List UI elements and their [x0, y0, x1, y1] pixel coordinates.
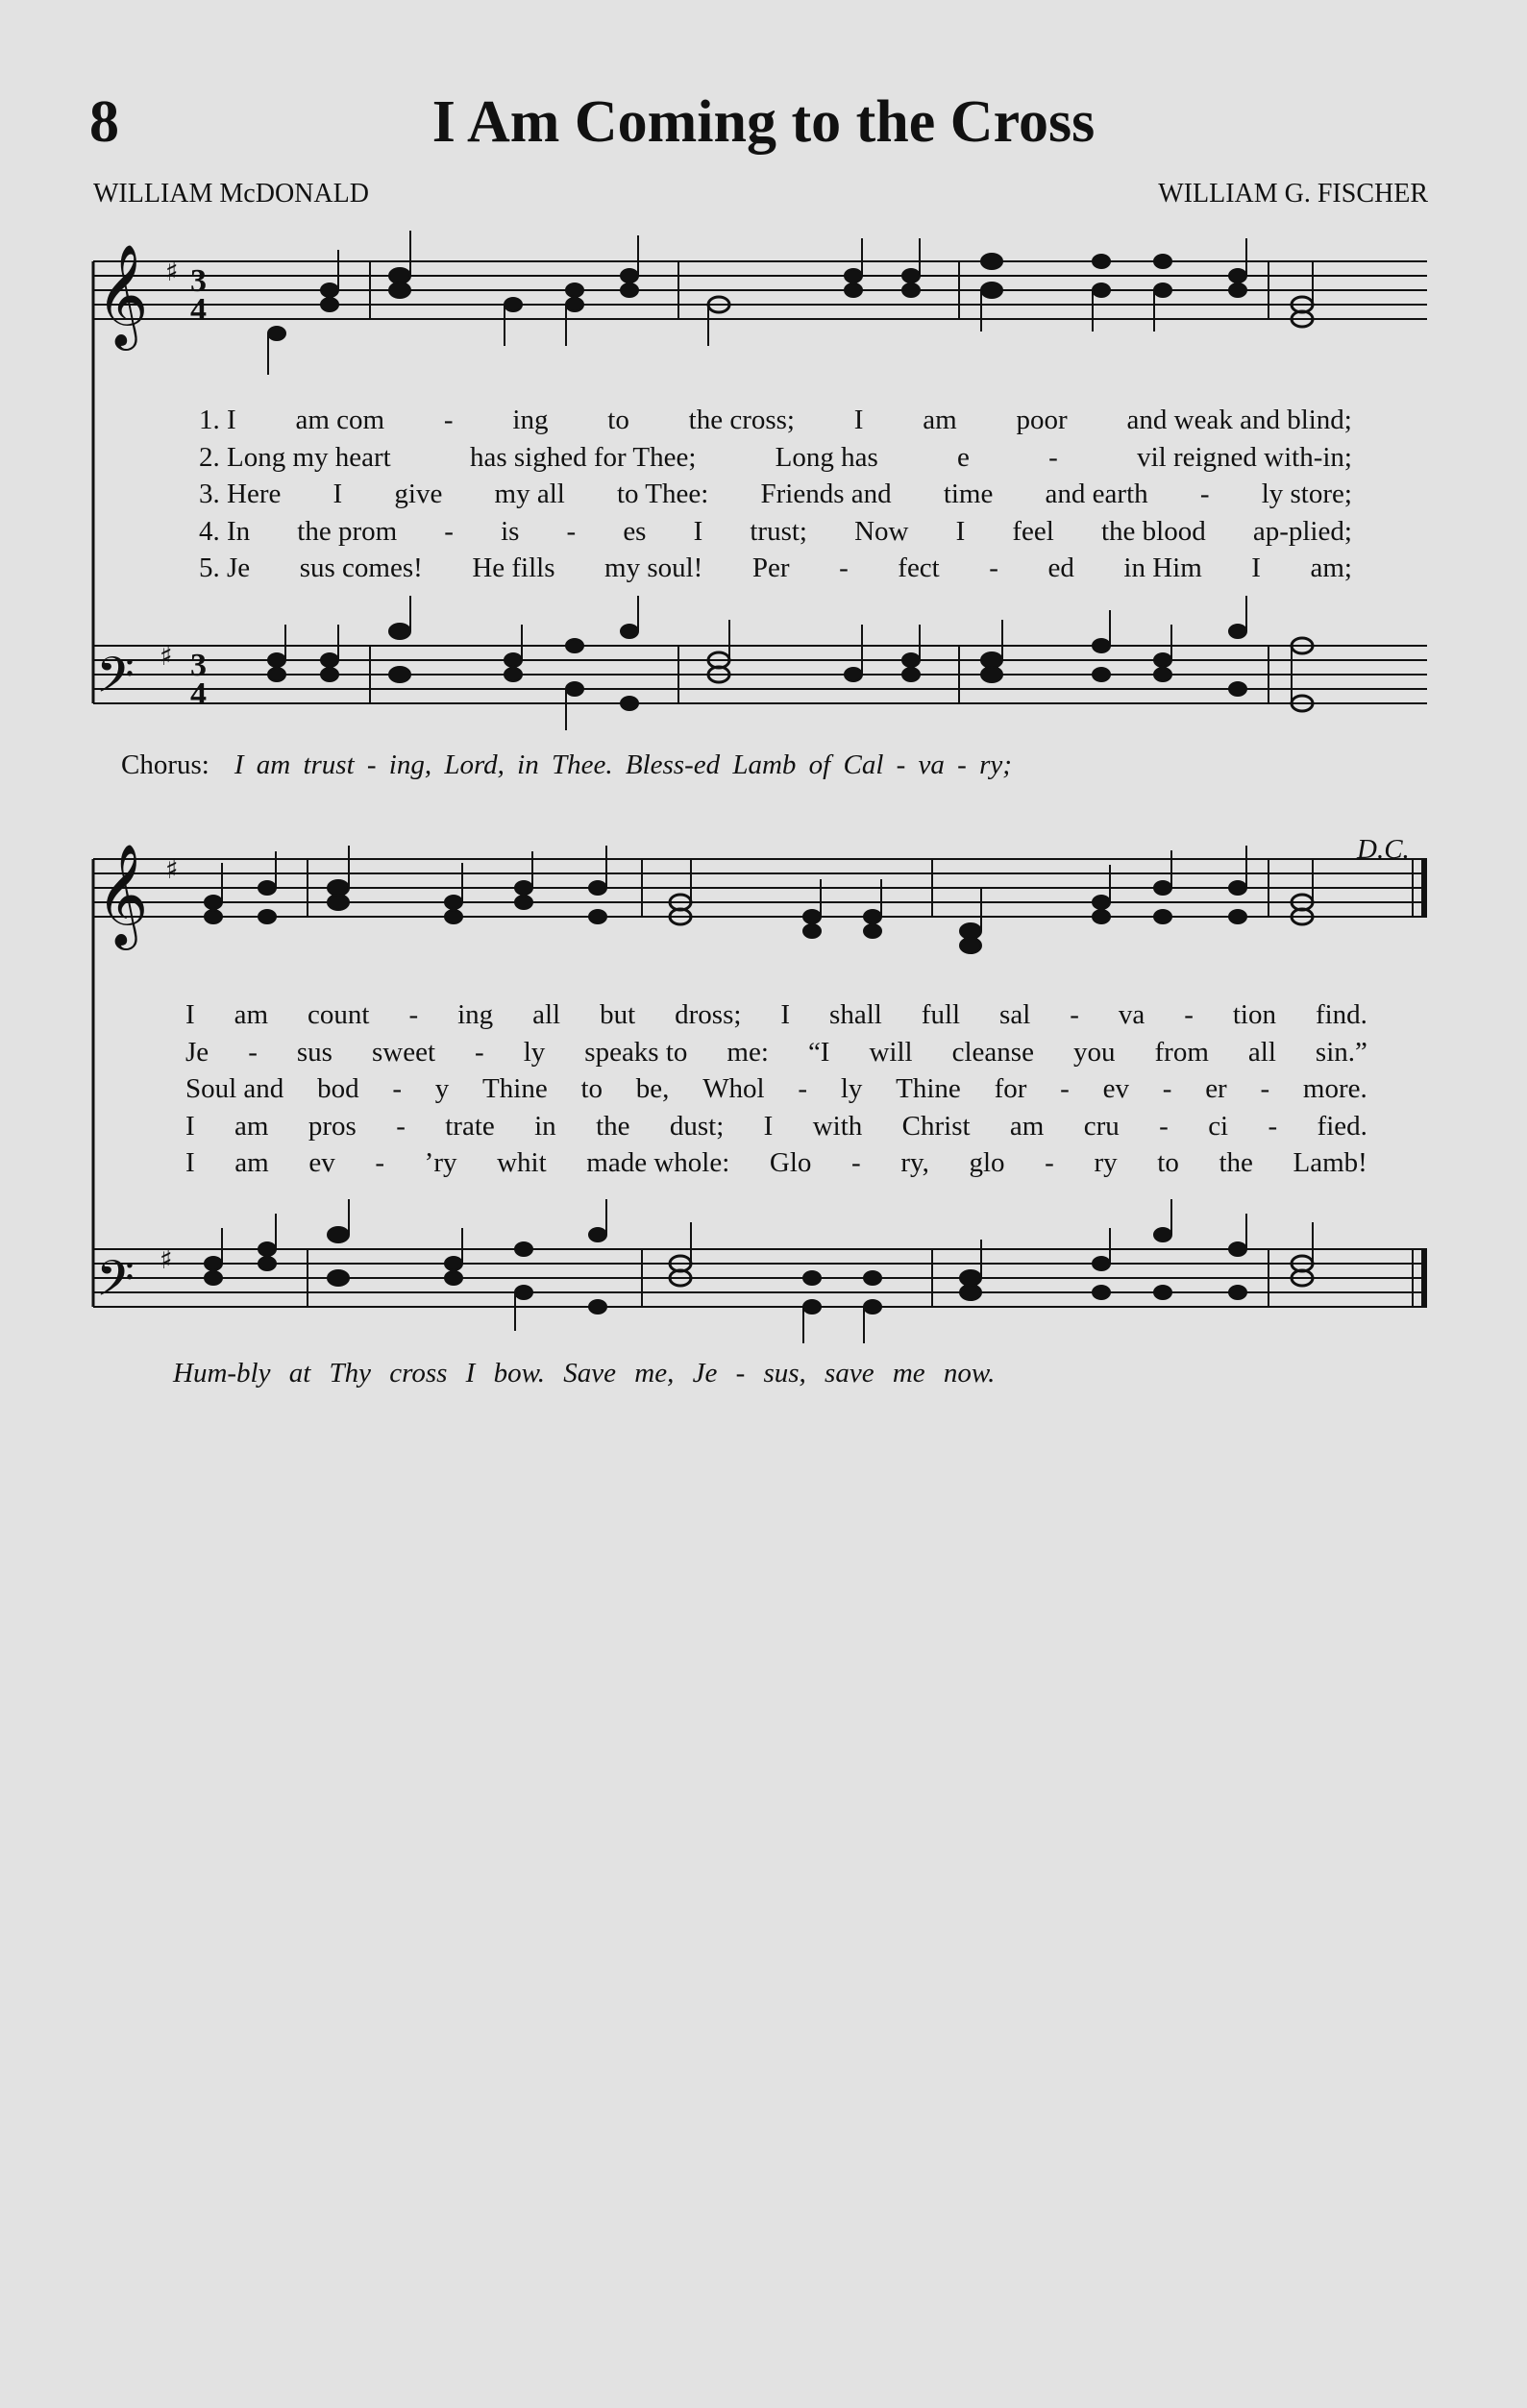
lyric-syllable: ry [1094, 1147, 1118, 1178]
lyric-syllable: ci [1208, 1110, 1229, 1142]
lyric-syllable: vil reigned with-in; [1137, 441, 1352, 473]
lyric-syllable: am [234, 1110, 269, 1142]
lyric-syllable: speaks to [584, 1036, 688, 1068]
lyric-syllable: 2. Long my heart [199, 441, 391, 473]
treble-staff-1 [93, 261, 1427, 319]
lyric-syllable: - [989, 553, 998, 583]
lyric-syllable: - [1159, 1110, 1169, 1142]
lyric-syllable: the blood [1100, 515, 1206, 547]
chorus-final-line: Hum-bly at Thy cross I bow. Save me, Je - sus, save me now. [173, 1358, 996, 1388]
lyric-syllable: ’ry [424, 1147, 457, 1178]
lyric-syllable: - [396, 1110, 406, 1142]
hymn-title: I Am Coming to the Cross [431, 89, 1096, 155]
verse-2-line-1 [199, 439, 1352, 477]
lyric-syllable: all [1247, 1036, 1276, 1068]
chorus-line [121, 749, 1012, 781]
lyric-syllable: Je [185, 1036, 209, 1068]
lyric-syllable: in Him [1123, 553, 1202, 583]
lyric-syllable: whit [497, 1147, 547, 1178]
lyric-syllable: I [332, 479, 343, 509]
lyric-syllable: er [1205, 1073, 1227, 1104]
lyric-syllable: I [185, 1110, 195, 1142]
lyric-syllable: my soul! [604, 553, 703, 583]
lyric-syllable: Soul and [185, 1073, 284, 1104]
lyric-syllable: - [408, 999, 419, 1030]
verse-4-line-2 [185, 1108, 1367, 1145]
lyric-syllable: - [798, 1073, 808, 1104]
lyric-syllable: ly [523, 1036, 546, 1068]
svg-text:♯: ♯ [165, 853, 179, 885]
lyric-syllable: time [943, 479, 994, 509]
lyric-syllable: “I [807, 1036, 830, 1068]
chorus-text: I am trust - ing, Lord, in Thee. Bless-ed Lamb of Cal - va - ry; [234, 749, 1012, 780]
lyric-syllable: to Thee: [617, 479, 709, 509]
lyric-syllable: 1. I [199, 405, 236, 435]
lyric-syllable: y [434, 1073, 450, 1104]
lyric-syllable: my all [494, 479, 565, 509]
words-author: WILLIAM McDONALD [93, 179, 369, 209]
lyric-syllable: in [534, 1110, 556, 1142]
lyric-syllable: sal [999, 999, 1031, 1030]
lyric-syllable: you [1072, 1036, 1116, 1068]
lyric-syllable: 5. Je [199, 553, 251, 583]
lyric-syllable: trate [445, 1110, 495, 1142]
lyric-syllable: - [1162, 1073, 1172, 1104]
treble-staff-2 [93, 859, 1427, 917]
lyric-syllable: the [596, 1110, 630, 1142]
svg-text:3: 3 [190, 648, 207, 683]
verse-5-line-2 [185, 1144, 1367, 1182]
lyric-syllable: glo [969, 1147, 1005, 1178]
svg-text:3: 3 [190, 263, 207, 299]
lyric-syllable: cleanse [951, 1036, 1034, 1068]
lyric-syllable: the cross; [688, 405, 795, 435]
verse-4-line-1 [199, 513, 1352, 551]
svg-text:4: 4 [190, 676, 207, 712]
lyric-syllable: ry, [900, 1147, 929, 1178]
lyric-syllable: Thine [896, 1073, 961, 1104]
chorus-label: Chorus: [121, 749, 209, 780]
lyric-syllable: Long has [775, 441, 878, 473]
lyric-syllable: I [1251, 553, 1261, 583]
lyric-syllable: me: [727, 1036, 769, 1068]
lyric-syllable: has sighed for Thee; [469, 441, 697, 473]
lyric-syllable: and earth [1045, 479, 1148, 509]
lyric-syllable: - [1048, 441, 1058, 473]
lyric-syllable: fect [898, 553, 940, 583]
lyric-syllable: pros [308, 1110, 357, 1142]
lyric-syllable: ev [308, 1147, 335, 1178]
lyric-syllable: I [955, 515, 966, 547]
lyric-syllable: Glo [769, 1147, 812, 1178]
lyric-syllable: - [443, 405, 454, 435]
lyric-syllable: Lamb! [1293, 1147, 1367, 1178]
lyric-syllable: sweet [371, 1036, 435, 1068]
lyric-syllable: I [185, 1147, 195, 1178]
svg-text:𝄢: 𝄢 [96, 646, 135, 716]
lyric-syllable: made whole: [586, 1147, 730, 1178]
lyric-syllable: va [1118, 999, 1145, 1030]
lyric-syllable: for [994, 1073, 1027, 1104]
lyric-syllable: 3. Here [199, 479, 282, 509]
verse-2-line-2 [185, 1034, 1367, 1071]
lyric-syllable: shall [829, 999, 882, 1030]
lyric-syllable: with [812, 1110, 863, 1142]
svg-text:♯: ♯ [160, 640, 173, 672]
lyric-syllable: - [1260, 1073, 1270, 1104]
svg-text:♯: ♯ [165, 256, 179, 287]
lyric-syllable: to [1157, 1147, 1179, 1178]
lyric-syllable: - [475, 1036, 484, 1068]
lyric-syllable: sus [296, 1036, 332, 1068]
lyric-syllable: all [532, 999, 561, 1030]
lyric-syllable: ly [840, 1073, 863, 1104]
lyric-syllable: dross; [675, 999, 742, 1030]
lyric-syllable: - [392, 1073, 403, 1104]
lyric-syllable: ev [1102, 1073, 1129, 1104]
lyric-syllable: sus comes! [299, 553, 423, 583]
verse-1-line-1 [199, 402, 1352, 439]
svg-text:𝄞: 𝄞 [96, 243, 149, 346]
lyric-syllable: feel [1012, 515, 1054, 547]
lyric-syllable: - [1199, 479, 1210, 509]
lyric-syllable: - [1070, 999, 1079, 1030]
lyric-syllable: but [600, 999, 636, 1030]
lyric-syllable: from [1154, 1036, 1209, 1068]
music-author: WILLIAM G. FISCHER [1158, 179, 1428, 209]
lyric-syllable: am; [1310, 553, 1352, 583]
lyric-syllable: Per [751, 553, 790, 583]
svg-text:♯: ♯ [160, 1243, 173, 1275]
lyric-syllable: will [869, 1036, 913, 1068]
lyric-syllable: ing [512, 405, 549, 435]
svg-text:4: 4 [190, 292, 207, 328]
lyric-syllable: - [444, 515, 454, 547]
lyric-syllable: Thine [482, 1073, 548, 1104]
lyric-syllable: - [839, 553, 849, 583]
lyric-syllable: am [923, 405, 957, 435]
lyric-syllable: - [248, 1036, 258, 1068]
lyric-syllable: Friends and [760, 479, 892, 509]
lyric-syllable: - [1045, 1147, 1054, 1178]
lyric-syllable: 4. In [199, 515, 251, 547]
lyric-syllable: fied. [1317, 1110, 1367, 1142]
verse-5-line-1 [199, 550, 1352, 587]
lyric-syllable: bod [317, 1073, 359, 1104]
lyric-syllable: am com [295, 405, 385, 435]
lyric-syllable: es [623, 515, 647, 547]
lyric-syllable: sin.” [1315, 1036, 1367, 1068]
lyric-syllable: I [763, 1110, 774, 1142]
verse-1-line-2 [185, 996, 1367, 1034]
lyric-syllable: I [185, 999, 195, 1030]
lyric-syllable: the prom [297, 515, 398, 547]
lyric-syllable: to [607, 405, 629, 435]
verse-3-line-2 [185, 1070, 1367, 1108]
verse-3-line-1 [199, 476, 1352, 513]
lyric-syllable: ap-plied; [1252, 515, 1352, 547]
lyric-syllable: e [957, 441, 970, 473]
lyric-syllable: tion [1232, 999, 1276, 1030]
bass-staff-1 [93, 646, 1427, 703]
lyric-syllable: - [566, 515, 577, 547]
lyric-syllable: I [693, 515, 703, 547]
svg-text:𝄞: 𝄞 [96, 843, 149, 946]
lyric-syllable: - [1060, 1073, 1070, 1104]
lyric-syllable: ed [1047, 553, 1074, 583]
lyric-syllable: is [501, 515, 520, 547]
lyric-syllable: - [375, 1147, 385, 1178]
lyric-syllable: He fills [472, 553, 555, 583]
lyric-syllable: find. [1315, 999, 1367, 1030]
lyric-syllable: count [308, 999, 370, 1030]
hymn-number: 8 [89, 89, 119, 155]
lyric-syllable: and weak and blind; [1126, 405, 1352, 435]
lyric-syllable: am [234, 999, 269, 1030]
lyric-syllable: I [780, 999, 791, 1030]
lyric-syllable: give [394, 479, 443, 509]
lyric-syllable: be, [635, 1073, 670, 1104]
lyric-syllable: Now [854, 515, 909, 547]
lyric-syllable: Christ [901, 1110, 971, 1142]
bass-staff-2 [93, 1249, 1427, 1307]
lyric-syllable: - [1184, 999, 1194, 1030]
verses-part-2 [185, 996, 1367, 1182]
lyric-syllable: Whol [702, 1073, 765, 1104]
svg-text:𝄢: 𝄢 [96, 1249, 135, 1319]
lyric-syllable: - [1268, 1110, 1278, 1142]
dc-mark: D.C. [1357, 834, 1410, 865]
lyric-syllable: ing [457, 999, 494, 1030]
verses-part-1 [199, 402, 1352, 587]
lyric-syllable: dust; [669, 1110, 725, 1142]
lyric-syllable: trust; [750, 515, 807, 547]
lyric-syllable: full [921, 999, 961, 1030]
lyric-syllable: the [1219, 1147, 1253, 1178]
lyric-syllable: ly store; [1261, 479, 1352, 509]
lyric-syllable: to [580, 1073, 603, 1104]
lyric-syllable: am [1009, 1110, 1045, 1142]
lyric-syllable: more. [1302, 1073, 1367, 1104]
lyric-syllable: poor [1016, 405, 1068, 435]
lyric-syllable: - [851, 1147, 861, 1178]
lyric-syllable: cru [1083, 1110, 1120, 1142]
lyric-syllable: am [234, 1147, 269, 1178]
lyric-syllable: I [853, 405, 864, 435]
